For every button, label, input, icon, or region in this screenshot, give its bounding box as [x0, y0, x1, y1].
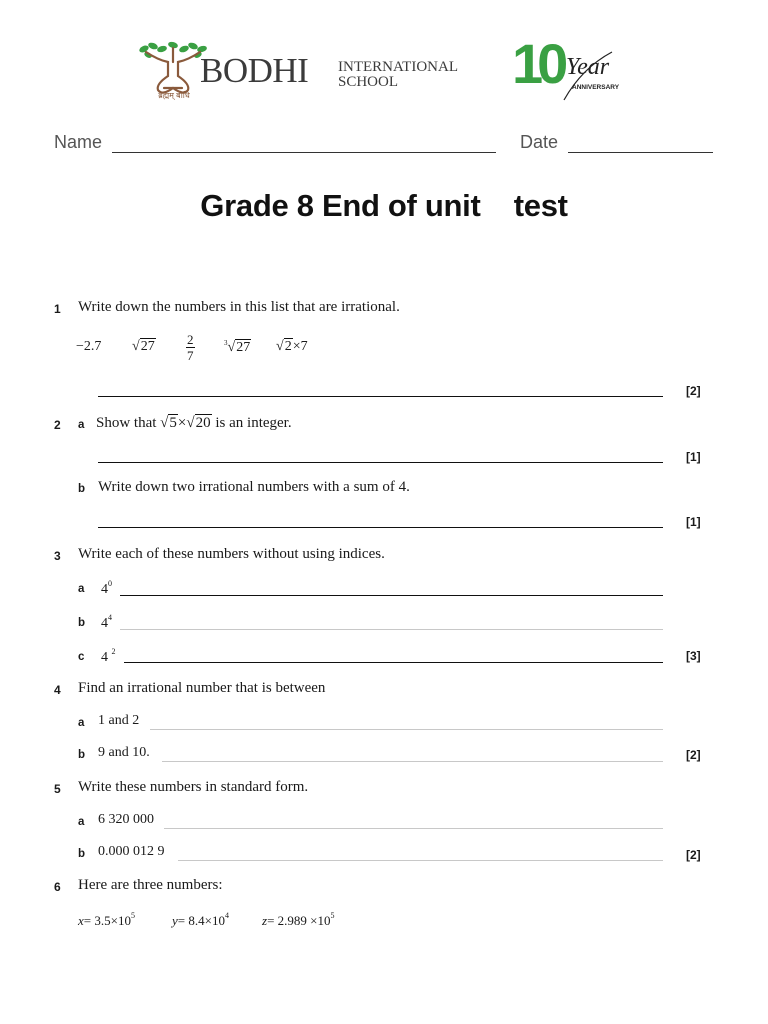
- q4a-letter: a: [78, 717, 85, 729]
- q3c-letter: c: [78, 651, 85, 663]
- date-answer-line[interactable]: [568, 152, 713, 153]
- name-label: Name: [54, 132, 103, 152]
- radical-sign-icon: √: [227, 340, 236, 355]
- school-tagline: ब्रह्मम् बोधि: [158, 91, 190, 100]
- q1-answer-line[interactable]: [98, 396, 663, 397]
- q5b-text: 0.000 012 9: [98, 844, 165, 859]
- q4-text: Find an irrational number that is between: [78, 680, 326, 696]
- q1-item-sqrt2-times-7: √2×7: [276, 339, 308, 354]
- q6-text: Here are three numbers:: [78, 877, 223, 893]
- q1-item-cube-root-27: $^3$√27: [224, 339, 251, 355]
- q5b-answer-line[interactable]: [178, 860, 663, 861]
- q4b-text: 9 and 10.: [98, 745, 150, 760]
- q1-text: Write down the numbers in this list that are irrational.: [78, 299, 400, 315]
- radical-sign-icon: √: [186, 415, 195, 431]
- school-name: BODHI: [200, 51, 309, 90]
- school-name-line1: INTERNATIONAL: [338, 59, 458, 75]
- q3-mark: [3]: [686, 649, 701, 663]
- q3a-expression: $4^0$: [101, 579, 112, 597]
- anniversary-badge: [512, 32, 630, 102]
- q6-number: 6: [54, 880, 61, 894]
- radical-sign-icon: √: [276, 339, 284, 354]
- q4b-letter: b: [78, 749, 86, 761]
- date-label: Date: [520, 132, 559, 152]
- q2a-mark: [1]: [686, 450, 701, 464]
- q3b-expression: $4^4$: [101, 613, 112, 631]
- q1-item-sqrt-27: √27: [132, 339, 155, 354]
- q2a-letter: a: [78, 419, 85, 431]
- q3b-letter: b: [78, 617, 86, 629]
- q3c-answer-line[interactable]: [124, 662, 663, 663]
- q3b-answer-line[interactable]: [120, 629, 663, 630]
- q3-number: 3: [54, 549, 61, 563]
- q2-number: 2: [54, 418, 61, 432]
- q2b-mark: [1]: [686, 515, 701, 529]
- school-logo: [136, 40, 481, 104]
- q2b-letter: b: [78, 483, 86, 495]
- q2a-text: Show that √5×√20 is an integer.: [96, 415, 292, 431]
- q4a-answer-line[interactable]: [150, 729, 663, 730]
- q1-item-neg-2-7: −2.7: [76, 339, 102, 354]
- page-title: Grade 8 End of unit test: [200, 188, 568, 223]
- radical-sign-icon: √: [132, 339, 140, 354]
- name-answer-line[interactable]: [112, 152, 496, 153]
- anniversary-number: 10: [512, 32, 563, 95]
- q5-number: 5: [54, 782, 61, 796]
- q4a-text: 1 and 2: [98, 713, 140, 728]
- q3c-expression: 4 $^2$: [101, 647, 116, 665]
- q3a-answer-line[interactable]: [120, 595, 663, 596]
- school-name-line2: SCHOOL: [338, 74, 399, 90]
- anniversary-year: Year: [566, 54, 610, 80]
- q1-number-list: [76, 332, 336, 366]
- q2b-answer-line[interactable]: [98, 527, 663, 528]
- q4b-answer-line[interactable]: [162, 761, 663, 762]
- radical-sign-icon: √: [160, 415, 169, 431]
- q5a-answer-line[interactable]: [164, 828, 663, 829]
- q5a-text: 6 320 000: [98, 812, 154, 827]
- q1-mark: [2]: [686, 384, 701, 398]
- q5a-letter: a: [78, 816, 85, 828]
- q2b-text: Write down two irrational numbers with a sum of 4.: [98, 479, 410, 495]
- q3-text: Write each of these numbers without using indices.: [78, 546, 385, 562]
- q1-item-fraction: $\frac{2}{7}$: [187, 332, 194, 363]
- q5-mark: [2]: [686, 848, 701, 862]
- q6-x-value: $x= 3.5\times 10^5$: [78, 911, 135, 928]
- q4-number: 4: [54, 683, 61, 697]
- q4-mark: [2]: [686, 748, 701, 762]
- q5-text: Write these numbers in standard form.: [78, 779, 309, 795]
- q5b-letter: b: [78, 848, 86, 860]
- anniversary-label: ANNIVERSARY: [572, 84, 620, 91]
- q6-z-value: $z= 2.989 \times 10^5$: [262, 911, 335, 928]
- q6-y-value: $y= 8.4\times 10^4$: [172, 911, 229, 928]
- q2a-answer-line[interactable]: [98, 462, 663, 463]
- q3a-letter: a: [78, 583, 85, 595]
- q1-number: 1: [54, 302, 61, 316]
